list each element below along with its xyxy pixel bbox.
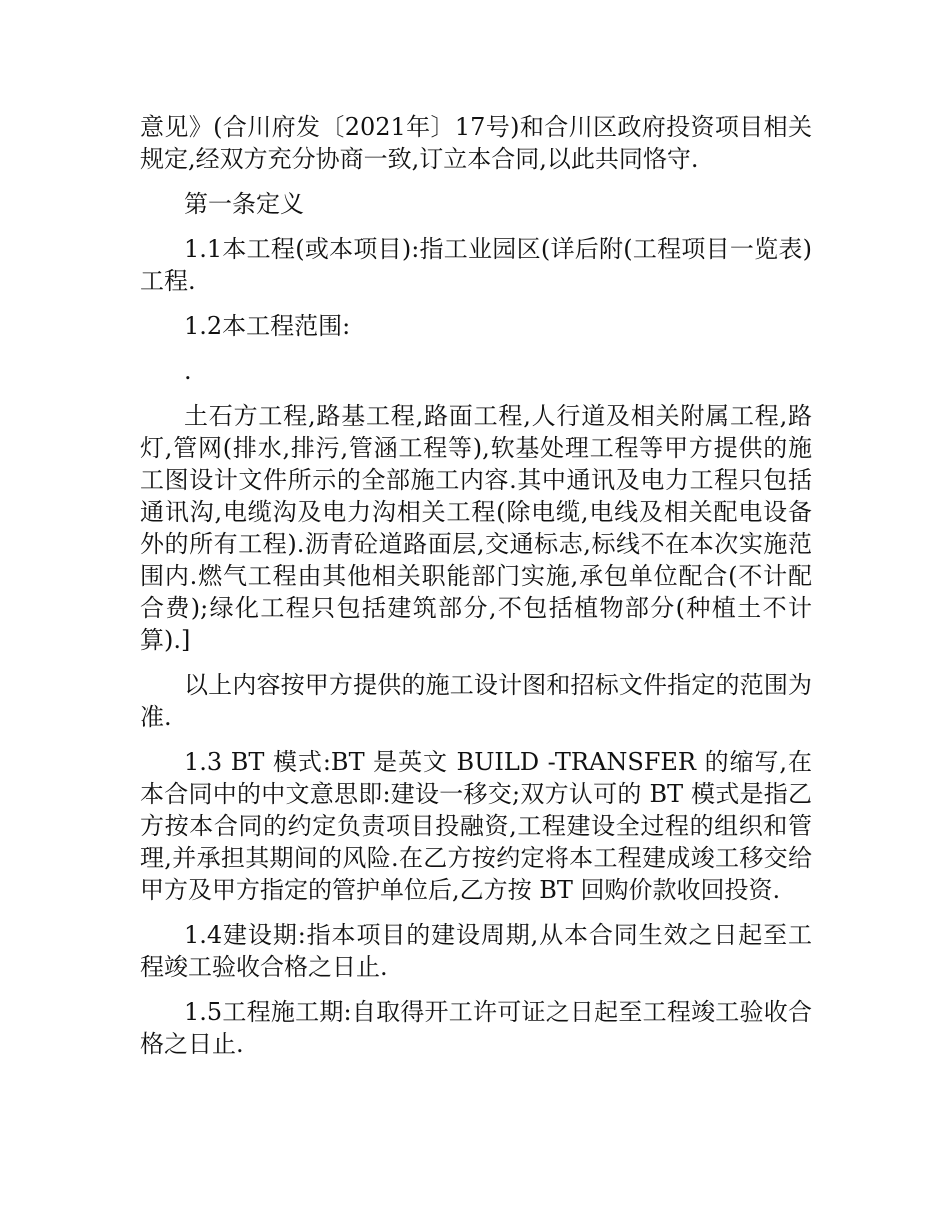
clause-1-1: 1.1本工程(或本项目):指工业园区(详后附(工程项目一览表)工程.	[140, 235, 812, 295]
paragraph-intro: 意见》(合川府发〔2021年〕17号)和合川区政府投资项目相关规定,经双方充分协商一致,订立本合同,以此共同恪守.	[140, 113, 812, 173]
heading-article-1: 第一条定义	[184, 190, 304, 218]
paragraph-scope-basis: 以上内容按甲方提供的施工设计图和招标文件指定的范围为准.	[140, 671, 812, 731]
clause-1-4: 1.4建设期:指本项目的建设周期,从本合同生效之日起至工程竣工验收合格之日止.	[140, 921, 812, 981]
clause-1-3: 1.3 BT 模式:BT 是英文 BUILD -TRANSFER 的缩写,在本合同中的中文意思即:建设一移交;双方认可的 BT 模式是指乙方按本合同的约定负责项目投融资,工程建设全过程的组织和管理,并承担其期间的风险.在乙方按约定将本工程建成竣工移交给甲方及甲方指定的管护单位后,乙方按 BT 回购价款收回投资.	[140, 748, 812, 904]
document-page	[140, 111, 812, 1073]
paragraph-dot: .	[184, 357, 192, 385]
clause-1-2: 1.2本工程范围:	[184, 312, 351, 340]
clause-1-5: 1.5工程施工期:自取得开工许可证之日起至工程竣工验收合格之日止.	[140, 998, 812, 1058]
paragraph-scope: 土石方工程,路基工程,路面工程,人行道及相关附属工程,路灯,管网(排水,排污,管涵工程等),软基处理工程等甲方提供的施工图设计文件所示的全部施工内容.其中通讯及电力工程只包括通讯沟,电缆沟及电力沟相关工程(除电缆,电线及相关配电设备外的所有工程).沥青砼道路面层,交通标志,标线不在本次实施范围内.燃气工程由其他相关职能部门实施,承包单位配合(不计配合费);绿化工程只包括建筑部分,不包括植物部分(种植土不计算).]	[140, 402, 812, 654]
